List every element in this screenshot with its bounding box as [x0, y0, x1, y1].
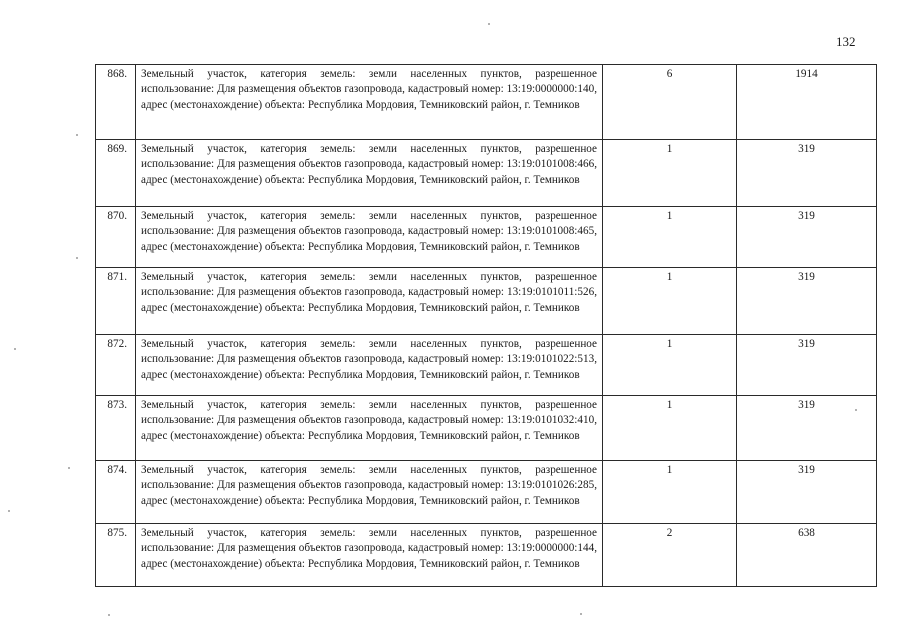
land-plots-table [95, 64, 877, 587]
row-count: 2 [603, 524, 737, 587]
scan-speck [855, 409, 857, 411]
table-row [96, 461, 877, 524]
table-row [96, 140, 877, 207]
row-description: Земельный участок, категория земель: земли населенных пунктов, разрешенное использование: Для размещения объектов газопровода, кадастровый номер: 13:19:0101026:285, адрес (местонахождение) объекта: Республика Мордовия, Темниковский район, г. Темников [136, 461, 603, 524]
row-description: Земельный участок, категория земель: земли населенных пунктов, разрешенное использование: Для размещения объектов газопровода, кадастровый номер: 13:19:0101011:526, адрес (местонахождение) объекта: Республика Мордовия, Темниковский район, г. Темников [136, 268, 603, 335]
table-row [96, 207, 877, 268]
scan-speck [14, 348, 16, 350]
scan-speck [68, 467, 70, 469]
row-number: 874. [96, 461, 136, 524]
table-row [96, 335, 877, 396]
table-row [96, 524, 877, 587]
row-count: 6 [603, 65, 737, 140]
row-area: 319 [737, 396, 877, 461]
scan-speck [76, 257, 78, 259]
row-description: Земельный участок, категория земель: земли населенных пунктов, разрешенное использование: Для размещения объектов газопровода, кадастровый номер: 13:19:0101022:513, адрес (местонахождение) объекта: Республика Мордовия, Темниковский район, г. Темников [136, 335, 603, 396]
row-number: 870. [96, 207, 136, 268]
row-description: Земельный участок, категория земель: земли населенных пунктов, разрешенное использование: Для размещения объектов газопровода, кадастровый номер: 13:19:0101008:465, адрес (местонахождение) объекта: Республика Мордовия, Темниковский район, г. Темников [136, 207, 603, 268]
row-number: 871. [96, 268, 136, 335]
table-row [96, 396, 877, 461]
row-count: 1 [603, 268, 737, 335]
row-description: Земельный участок, категория земель: земли населенных пунктов, разрешенное использование: Для размещения объектов газопровода, кадастровый номер: 13:19:0101032:410, адрес (местонахождение) объекта: Республика Мордовия, Темниковский район, г. Темников [136, 396, 603, 461]
scan-speck [8, 510, 10, 512]
row-count: 1 [603, 335, 737, 396]
table-body [96, 65, 877, 587]
row-number: 869. [96, 140, 136, 207]
row-count: 1 [603, 396, 737, 461]
row-number: 873. [96, 396, 136, 461]
table-row [96, 268, 877, 335]
row-area: 1914 [737, 65, 877, 140]
scan-speck [76, 134, 78, 136]
row-area: 638 [737, 524, 877, 587]
row-area: 319 [737, 268, 877, 335]
page-number: 132 [836, 34, 856, 49]
row-description: Земельный участок, категория земель: земли населенных пунктов, разрешенное использование: Для размещения объектов газопровода, кадастровый номер: 13:19:0000000:144, адрес (местонахождение) объекта: Республика Мордовия, Темниковский район, г. Темников [136, 524, 603, 587]
row-area: 319 [737, 207, 877, 268]
scan-speck [488, 23, 490, 25]
table-row [96, 65, 877, 140]
row-count: 1 [603, 461, 737, 524]
row-area: 319 [737, 140, 877, 207]
row-area: 319 [737, 461, 877, 524]
scan-speck [580, 613, 582, 615]
row-area: 319 [737, 335, 877, 396]
row-number: 868. [96, 65, 136, 140]
row-number: 872. [96, 335, 136, 396]
scan-speck [108, 614, 110, 616]
row-number: 875. [96, 524, 136, 587]
row-description: Земельный участок, категория земель: земли населенных пунктов, разрешенное использование: Для размещения объектов газопровода, кадастровый номер: 13:19:0101008:466, адрес (местонахождение) объекта: Республика Мордовия, Темниковский район, г. Темников [136, 140, 603, 207]
row-description: Земельный участок, категория земель: земли населенных пунктов, разрешенное использование: Для размещения объектов газопровода, кадастровый номер: 13:19:0000000:140, адрес (местонахождение) объекта: Республика Мордовия, Темниковский район, г. Темников [136, 65, 603, 140]
row-count: 1 [603, 140, 737, 207]
row-count: 1 [603, 207, 737, 268]
